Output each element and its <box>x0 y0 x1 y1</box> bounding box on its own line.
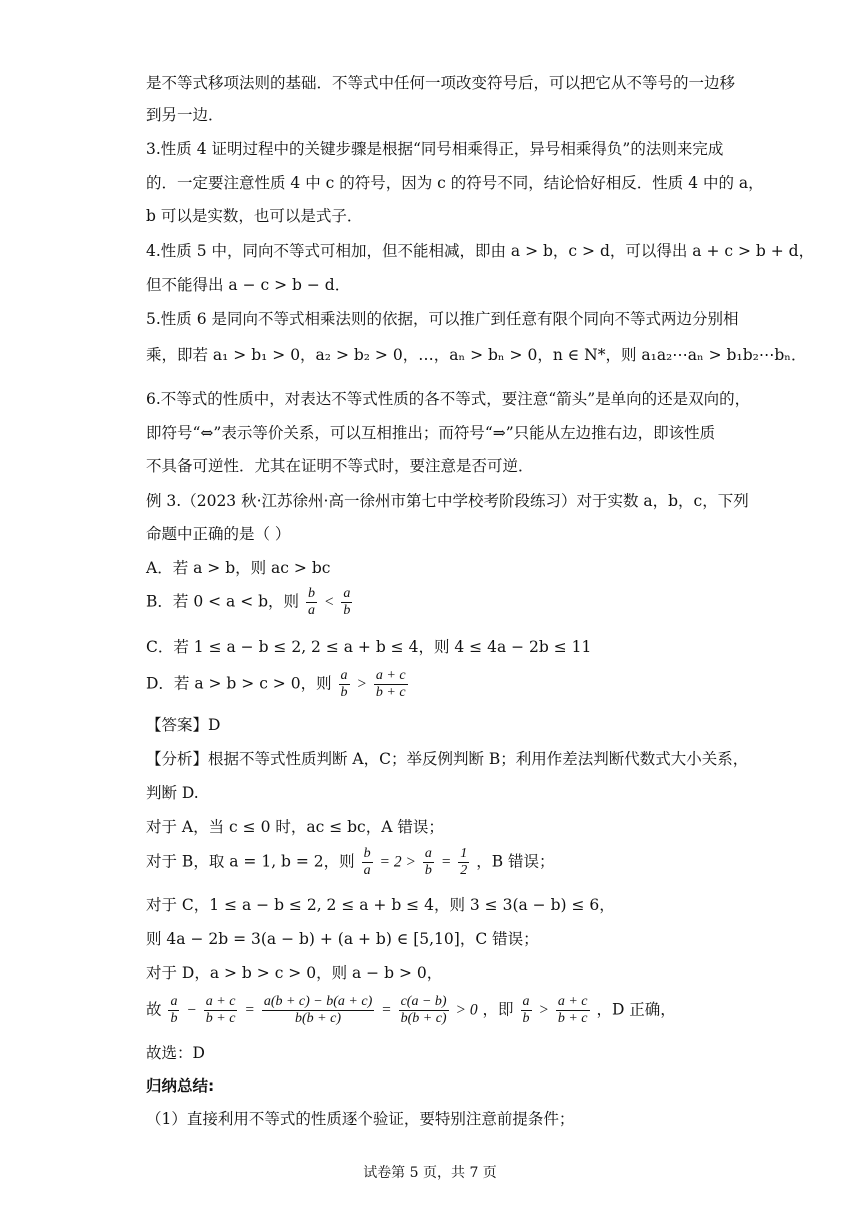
text-line: 不具备可逆性．尤其在证明不等式时，要注意是否可逆． <box>146 457 534 475</box>
solution-line: 对于 D，a > b > c > 0，则 a − b > 0， <box>146 964 443 982</box>
text-line: 的．一定要注意性质 4 中 c 的符号，因为 c 的符号不同，结论恰好相反．性质 4 中的 a， <box>146 174 764 192</box>
option-d-text: D．若 a > b > c > 0，则 <box>146 674 332 693</box>
solution-text: 对于 B，取 a = 1, b = 2，则 <box>146 852 355 871</box>
solution-line: 则 4a − 2b = 3(a − b) + (a + b) ∈ [5,10]，C 错误； <box>146 930 539 948</box>
solution-text: ，即 <box>482 1000 514 1019</box>
option-d: D．若 a > b > c > 0，则 $\frac{a}{b}$ > $\frac{a + c}{b + c}$ <box>146 668 406 700</box>
fraction: $\frac{a(b + c) - b(a + c)}{b(b + c)}$ <box>263 994 373 1026</box>
text-line: 3.性质 4 证明过程中的关键步骤是根据“同号相乘得正，异号相乘得负”的法则来完成 <box>146 140 724 158</box>
text-line: 即符号“⇔”表示等价关系，可以互相推出；而符号“⇒”只能从左边推右边，即该性质 <box>146 424 716 442</box>
option-a: A．若 a > b，则 ac > bc <box>146 559 331 577</box>
fraction: $\frac{a}{b}$ <box>424 846 432 878</box>
example-heading: 例 3.（2023 秋·江苏徐州·高一徐州市第七中学校考阶段练习）对于实数 a，b，c，下列 <box>146 492 749 510</box>
fraction: $\frac{a}{b}$ <box>340 668 348 700</box>
text-line: b 可以是实数，也可以是式子． <box>146 207 363 225</box>
text-line: 5.性质 6 是同向不等式相乘法则的依据，可以推广到任意有限个同向不等式两边分别相 <box>146 310 739 328</box>
text-line: 6.不等式的性质中，对表达不等式性质的各不等式，要注意“箭头”是单向的还是双向的， <box>146 390 751 408</box>
option-b-text: B．若 0 < a < b，则 <box>146 592 300 611</box>
summary-line: （1）直接利用不等式的性质逐个验证，要特别注意前提条件； <box>146 1110 575 1128</box>
text-line: 乘，即若 a₁ > b₁ > 0，a₂ > b₂ > 0，…，aₙ > bₙ > 0，n ∈ N*，则 a₁a₂⋯aₙ > b₁b₂⋯bₙ． <box>146 346 807 364</box>
fraction: $\frac{b}{a}$ <box>307 586 315 618</box>
solution-line: 对于 B，取 a = 1, b = 2，则 $\frac{b}{a}$ = 2 > $\frac{a}{b}$ = $\frac{1}{2}$ ，B 错误； <box>146 846 555 878</box>
answer-line: 【答案】D <box>146 716 221 734</box>
fraction: $\frac{1}{2}$ <box>460 846 468 878</box>
text-line: 命题中正确的是（ ） <box>146 525 291 543</box>
fraction: $\frac{a}{b}$ <box>343 586 351 618</box>
solution-text: 故 <box>146 1000 162 1019</box>
solution-text: ，B 错误； <box>476 852 555 871</box>
fraction: $\frac{b}{a}$ <box>363 846 371 878</box>
fraction: $\frac{a + c}{b + c}$ <box>557 994 588 1026</box>
text-line: 到另一边． <box>146 106 224 124</box>
option-c: C．若 1 ≤ a − b ≤ 2, 2 ≤ a + b ≤ 4，则 4 ≤ 4a − 2b ≤ 11 <box>146 638 592 656</box>
fraction: $\frac{a + c}{b + c}$ <box>205 994 236 1026</box>
solution-line: 对于 A，当 c ≤ 0 时，ac ≤ bc，A 错误； <box>146 818 444 836</box>
page-footer: 试卷第 5 页，共 7 页 <box>363 1165 497 1181</box>
fraction: $\frac{a}{b}$ <box>170 994 178 1026</box>
solution-line: 故 $\frac{a}{b}$ − $\frac{a + c}{b + c}$ = $\frac{a(b + c) - b(a + c)}{b(b + c)}$ = $\frac{c(a - b)}{b(b + c)}$ > 0 ，即 $\frac{a}{b}$ > $\frac{a + c}{b + c}$ ，D 正确， <box>146 994 676 1026</box>
option-b: B．若 0 < a < b，则 $\frac{b}{a}$ < $\frac{a}{b}$ <box>146 586 351 618</box>
solution-line: 故选：D <box>146 1044 205 1062</box>
summary-heading: 归纳总结: <box>146 1077 215 1095</box>
solution-text: ，D 正确， <box>596 1000 676 1019</box>
fraction: $\frac{a + c}{b + c}$ <box>375 668 406 700</box>
analysis-line: 【分析】根据不等式性质判断 A，C；举反例判断 B；利用作差法判断代数式大小关系， <box>146 750 749 768</box>
fraction: $\frac{c(a - b)}{b(b + c)}$ <box>400 994 447 1026</box>
analysis-line: 判断 D. <box>146 784 199 802</box>
solution-line: 对于 C，1 ≤ a − b ≤ 2, 2 ≤ a + b ≤ 4，则 3 ≤ 3(a − b) ≤ 6， <box>146 896 615 914</box>
fraction: $\frac{a}{b}$ <box>522 994 530 1026</box>
text-line: 4.性质 5 中，同向不等式可相加，但不能相减，即由 a > b，c > d，可以得出 a + c > b + d， <box>146 242 815 260</box>
text-line: 是不等式移项法则的基础．不等式中任何一项改变符号后，可以把它从不等号的一边移 <box>146 74 736 92</box>
text-line: 但不能得出 a − c > b − d． <box>146 276 351 294</box>
